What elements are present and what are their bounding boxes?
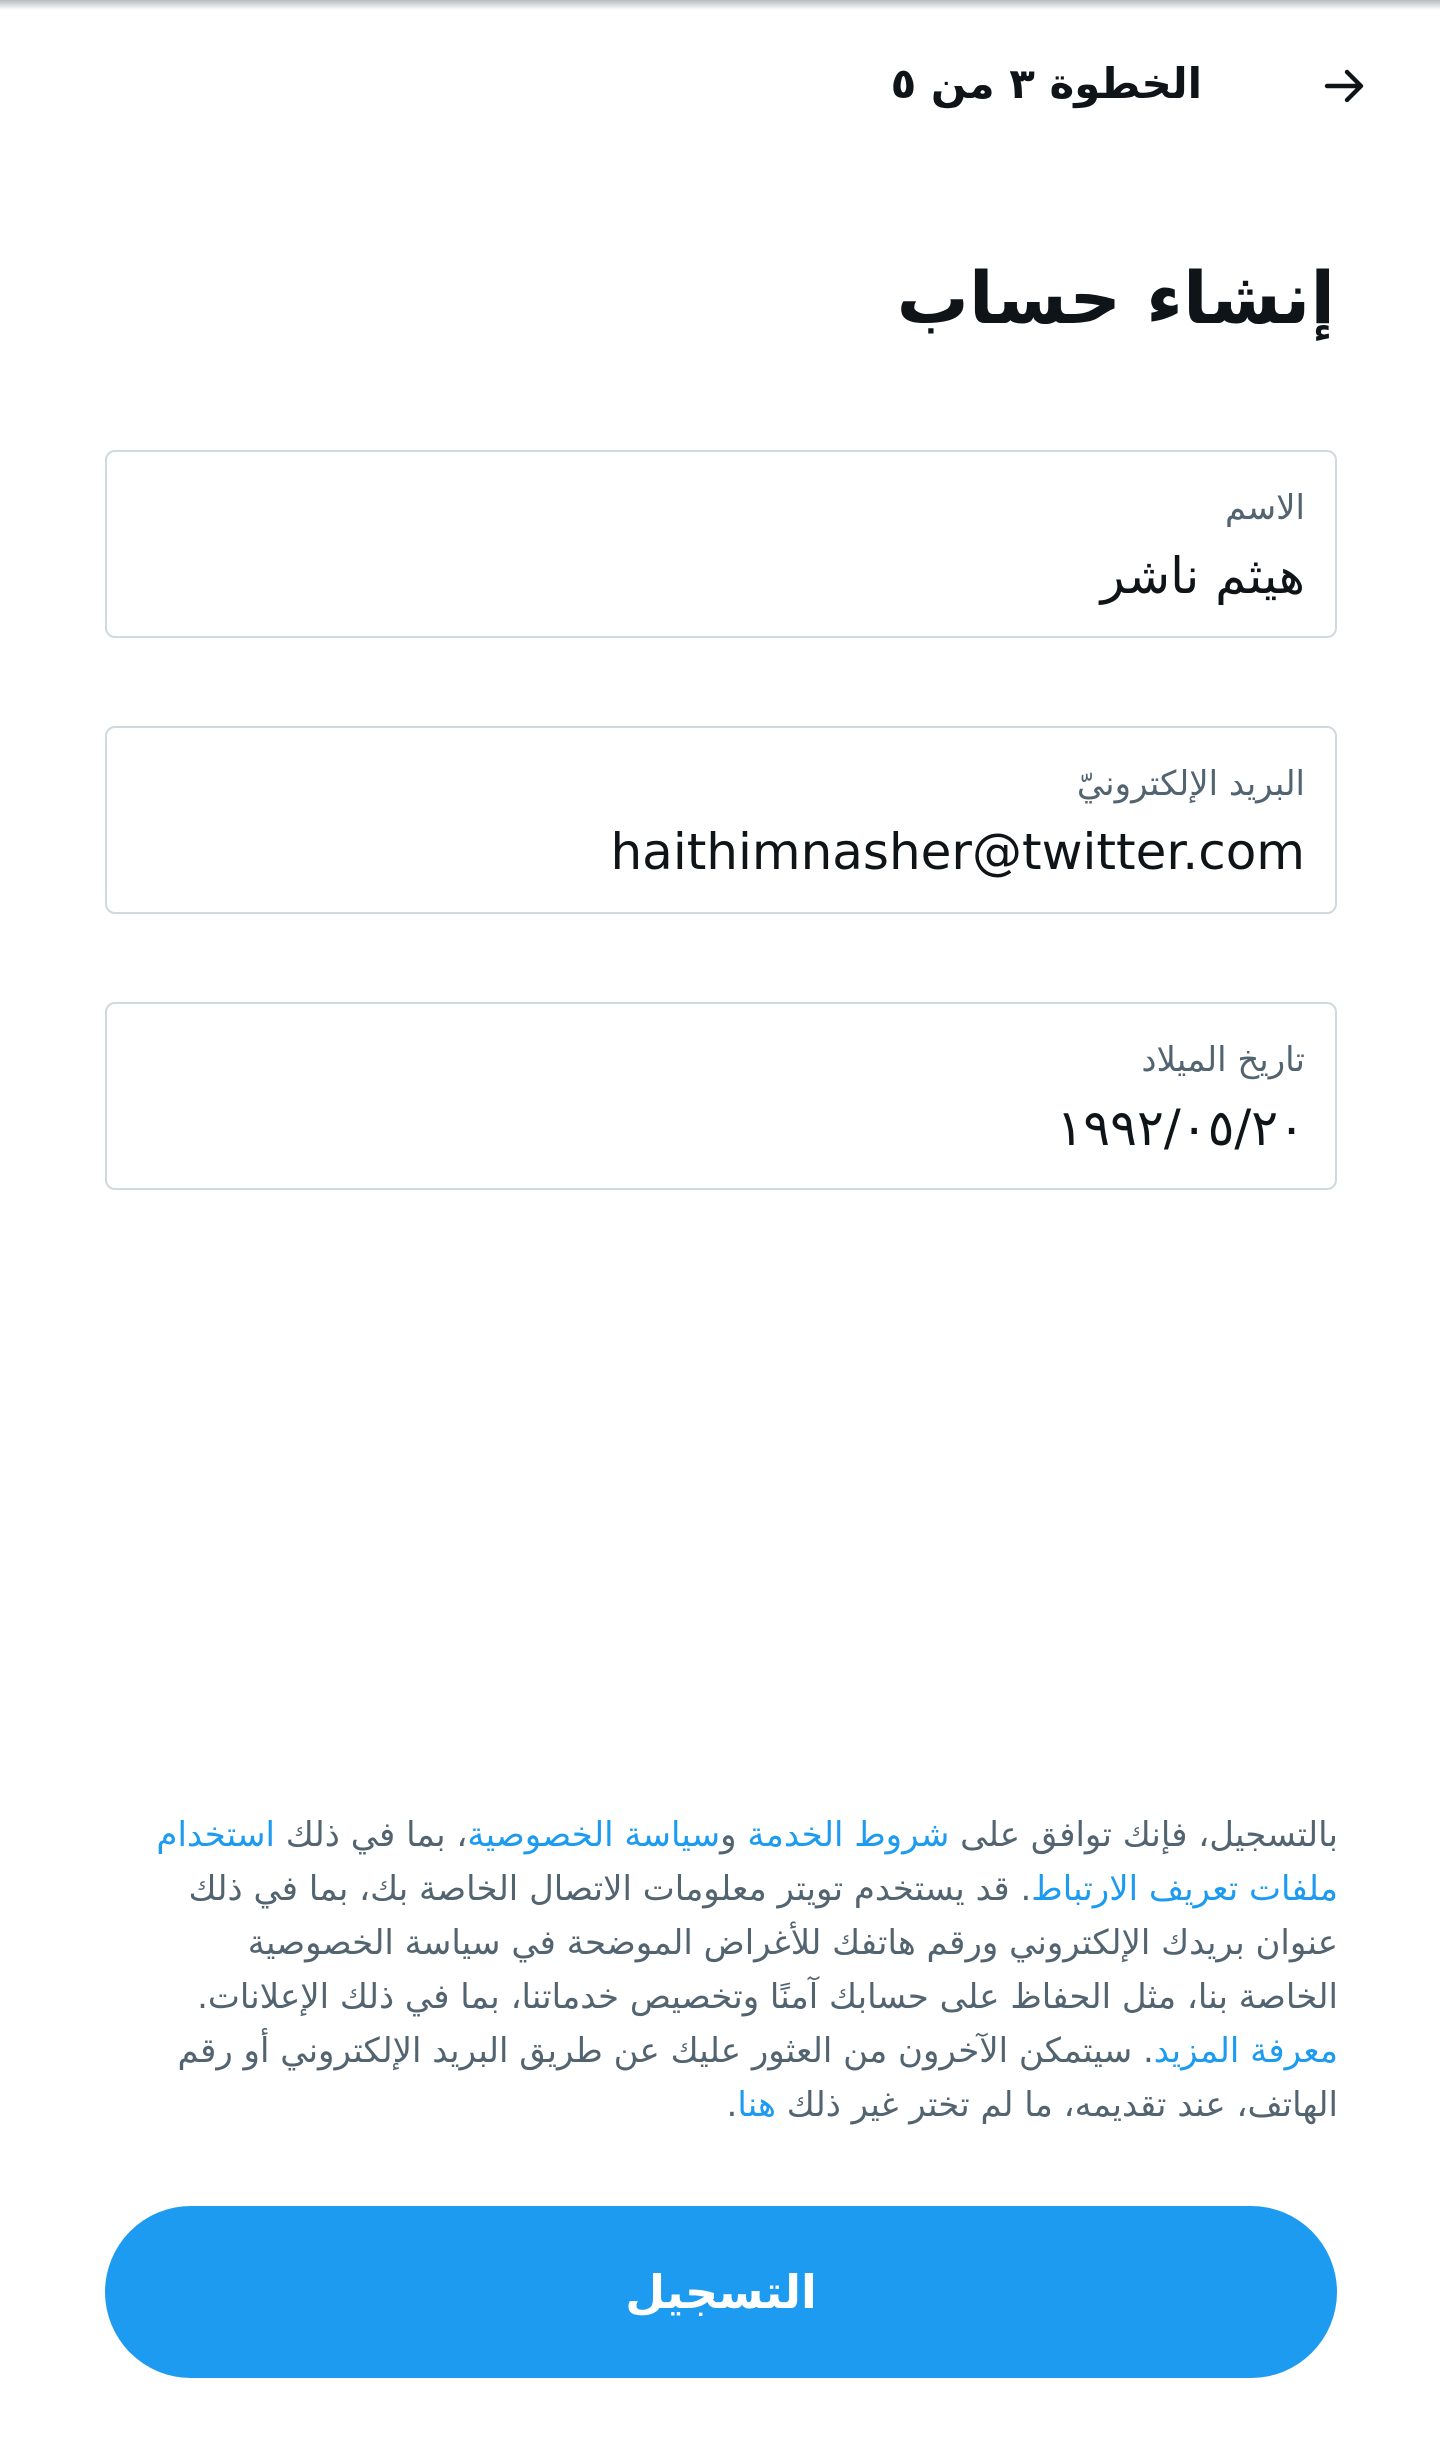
email-field-label: البريد الإلكترونيّ (1076, 764, 1305, 804)
here-link[interactable]: هنا (737, 2085, 776, 2125)
status-bar-shadow (0, 0, 1440, 10)
legal-text-6: . (726, 2085, 738, 2125)
name-field-label: الاسم (1225, 488, 1305, 528)
arrow-right-icon (1321, 62, 1369, 110)
terms-of-service-link[interactable]: شروط الخدمة (747, 1815, 950, 1855)
back-button[interactable] (1315, 58, 1375, 114)
privacy-policy-link[interactable]: سياسة الخصوصية (467, 1815, 721, 1855)
legal-notice (155, 1808, 1338, 2132)
email-field-value[interactable]: haithimnasher@twitter.com (610, 823, 1305, 881)
legal-text-4: . قد يستخدم تويتر معلومات الاتصال الخاصة بك، بما في ذلك عنوان بريدك الإلكتروني ورقم هاتفك للأغراض الموضحة في سياسة الخصوصية الخاصة بنا، مثل الحفاظ على حسابك آمنًا وتخصيص خدماتنا، بما في ذلك الإعلانات. (188, 1869, 1338, 2017)
legal-text-5: . سيتمكن الآخرون من العثور عليك عن طريق البريد الإلكتروني أو رقم الهاتف، عند تقديمه، ما لم تختر غير ذلك (177, 2031, 1338, 2125)
email-field[interactable] (105, 726, 1337, 914)
legal-text-3: ، بما في ذلك (274, 1815, 468, 1855)
birthdate-field-label: تاريخ الميلاد (1141, 1040, 1305, 1080)
signup-button[interactable]: التسجيل (105, 2206, 1337, 2378)
step-indicator: الخطوة ٣ من ٥ (890, 59, 1202, 108)
cookie-use-link[interactable]: استخدام ملفات تعريف الارتباط (156, 1815, 1338, 1909)
name-field[interactable] (105, 450, 1337, 638)
birthdate-field[interactable] (105, 1002, 1337, 1190)
name-field-value[interactable]: هيثم ناشر (1100, 547, 1305, 605)
page-title: إنشاء حساب (896, 256, 1335, 340)
legal-text-1: بالتسجيل، فإنك توافق على (949, 1815, 1338, 1855)
legal-text-2: و (720, 1815, 748, 1855)
header (0, 40, 1440, 130)
birthdate-field-value[interactable]: ١٩٩٢/٠٥/٢٠ (1056, 1099, 1305, 1157)
learn-more-link[interactable]: معرفة المزيد (1153, 2031, 1338, 2071)
